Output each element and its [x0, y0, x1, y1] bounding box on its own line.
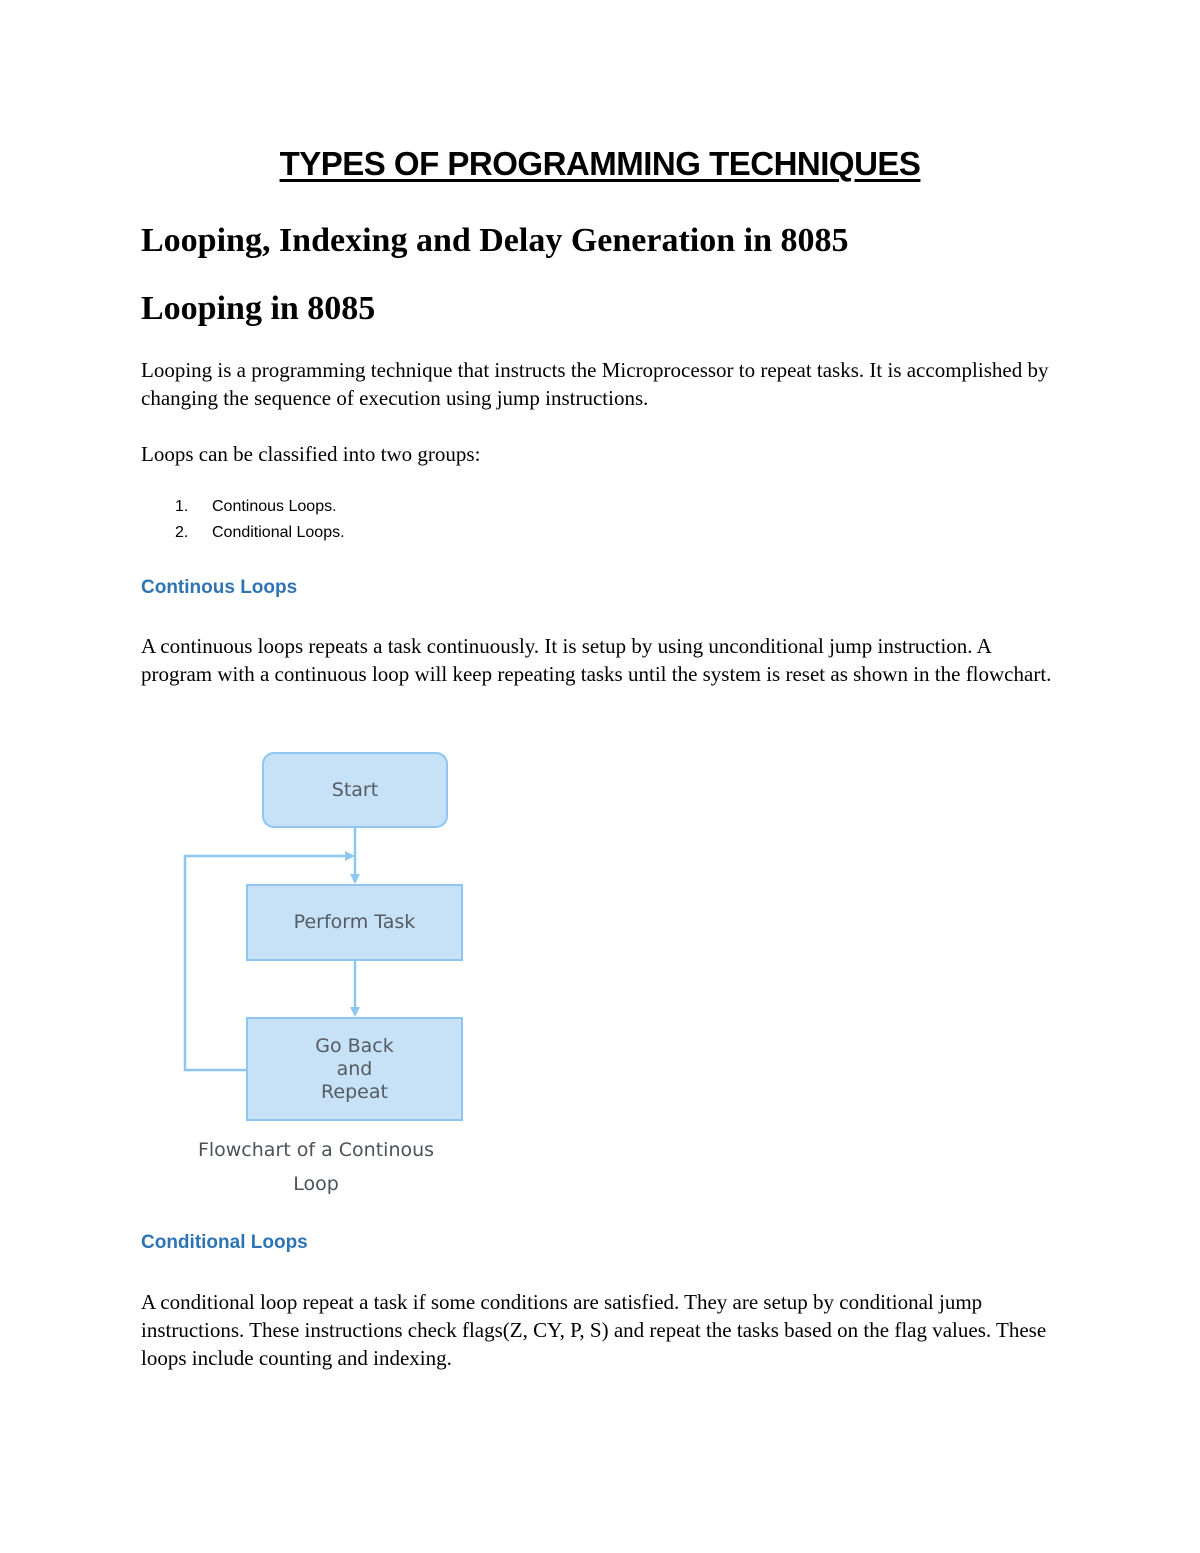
list-item-label: Continous Loops. — [212, 498, 337, 515]
flowchart-caption-line: Loop — [293, 1173, 339, 1195]
flowchart-repeat-label-line: Repeat — [321, 1080, 388, 1103]
flowchart-caption — [170, 1133, 462, 1201]
flowchart-caption-line: Flowchart of a Continous — [197, 1139, 435, 1161]
intro-paragraph: Looping is a programming technique that instructs the Microprocessor to repeat tasks. It is accomplished by changing the sequence of execution using jump instructions. — [141, 358, 1049, 410]
list-item — [175, 520, 345, 546]
groups-paragraph: Loops can be classified into two groups: — [141, 442, 481, 466]
list-item-number: 1. — [175, 498, 189, 515]
flowchart-task-label: Perform Task — [293, 911, 416, 933]
loop-types-list — [175, 494, 345, 546]
continuous-loop-flowchart — [170, 740, 480, 1200]
list-item-label: Conditional Loops. — [212, 524, 345, 541]
flowchart-start-node — [262, 752, 448, 828]
section-heading-looping-indexing: Looping, Indexing and Delay Generation in 8085 — [141, 222, 849, 259]
continuous-loops-paragraph: A continuous loops repeats a task continuously. It is setup by using unconditional jump instruction. A program with a continuous loop will keep repeating tasks until the system is reset as shown in the flowchart. — [141, 634, 1052, 686]
document-title: TYPES OF PROGRAMMING TECHNIQUES — [279, 145, 921, 182]
list-item — [175, 494, 345, 520]
section-heading-looping: Looping in 8085 — [141, 290, 376, 327]
flowchart-repeat-label-line: and — [336, 1057, 373, 1080]
subheading-conditional-loops: Conditional Loops — [141, 1232, 308, 1253]
subheading-continuous-loops: Continous Loops — [141, 577, 298, 598]
conditional-loops-paragraph: A conditional loop repeat a task if some conditions are satisfied. They are setup by conditional jump instructions. These instructions check flags(Z, CY, P, S) and repeat the tasks based on the flag values. These loops include counting and indexing. — [141, 1290, 1047, 1370]
flowchart-repeat-node — [246, 1017, 463, 1121]
flowchart-start-label: Start — [331, 778, 379, 801]
flowchart-task-node — [246, 884, 463, 961]
list-item-number: 2. — [175, 524, 189, 541]
flowchart-repeat-label-line: Go Back — [315, 1034, 394, 1057]
